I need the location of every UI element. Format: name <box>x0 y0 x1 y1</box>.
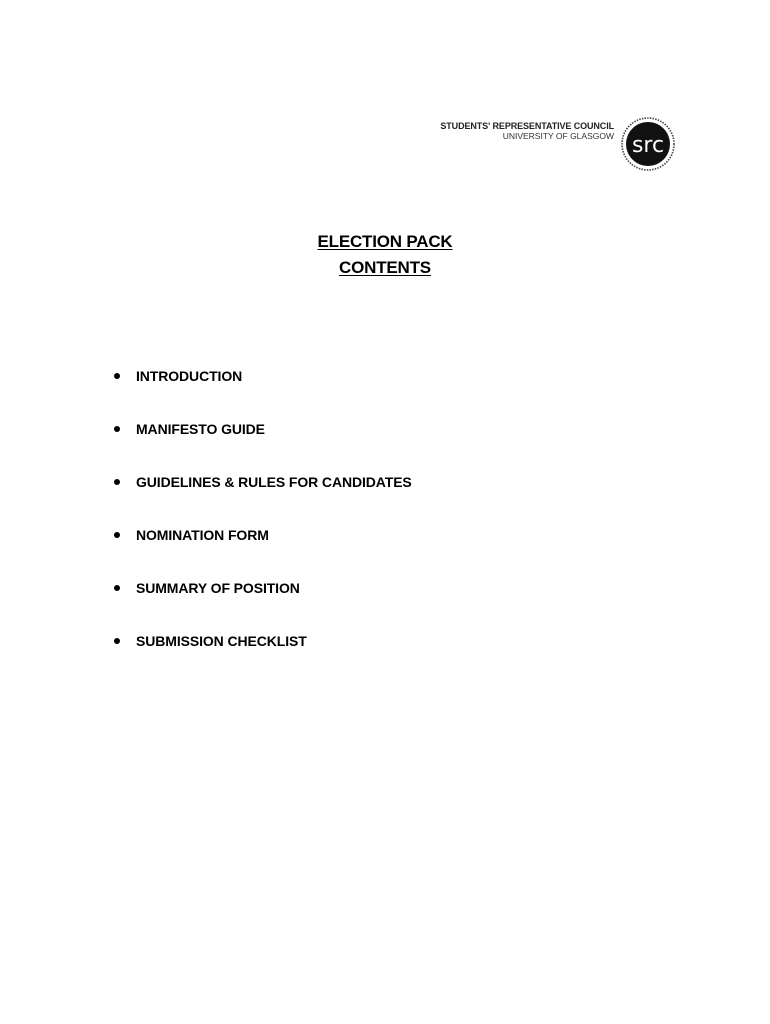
list-item <box>108 508 412 561</box>
list-item-label: GUIDELINES & RULES FOR CANDIDATES <box>136 473 412 490</box>
page-title <box>0 229 770 281</box>
list-item-label: INTRODUCTION <box>136 367 243 384</box>
organization-name: STUDENTS' REPRESENTATIVE COUNCIL <box>440 121 614 131</box>
title-line-2: CONTENTS <box>339 258 431 277</box>
bullet-icon <box>114 373 120 379</box>
university-name: UNIVERSITY OF GLASGOW <box>502 131 614 141</box>
list-item <box>108 455 412 508</box>
list-item-label: NOMINATION FORM <box>136 526 269 543</box>
title-line-1: ELECTION PACK <box>317 232 453 251</box>
bullet-icon <box>114 638 120 644</box>
src-logo-icon <box>620 117 680 173</box>
bullet-icon <box>114 479 120 485</box>
list-item <box>108 349 412 402</box>
contents-list <box>108 349 412 667</box>
bullet-icon <box>114 426 120 432</box>
logo-letters: src <box>631 133 665 158</box>
list-item-label: MANIFESTO GUIDE <box>136 420 265 437</box>
list-item <box>108 402 412 455</box>
logo-wordmark <box>440 121 614 141</box>
bullet-icon <box>114 585 120 591</box>
list-item <box>108 561 412 614</box>
list-item <box>108 614 412 667</box>
list-item-label: SUMMARY OF POSITION <box>136 579 300 596</box>
list-item-label: SUBMISSION CHECKLIST <box>136 632 307 649</box>
bullet-icon <box>114 532 120 538</box>
header-logo <box>440 117 686 177</box>
